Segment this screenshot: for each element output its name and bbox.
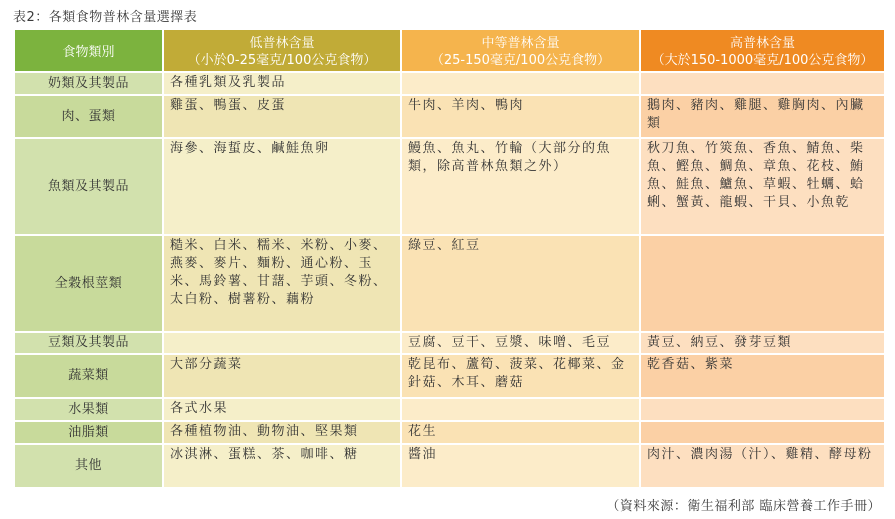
high-cell: 鵝肉、豬肉、雞腿、雞胸肉、內臟類 — [640, 95, 885, 138]
mid-cell: 醬油 — [401, 444, 640, 488]
category-cell: 全穀根莖類 — [14, 235, 163, 332]
high-cell — [640, 72, 885, 95]
high-cell: 秋刀魚、竹筴魚、香魚、鯖魚、柴魚、鰹魚、鯛魚、章魚、花枝、鮪魚、鮭魚、鱸魚、草蝦、牡蠣、蛤蜊、蟹黃、龍蝦、干貝、小魚乾 — [640, 138, 885, 235]
table-row — [14, 354, 885, 398]
source-note: （資料來源：衛生福利部 臨床營養工作手冊） — [606, 499, 881, 514]
low-cell: 糙米、白米、糯米、米粉、小麥、燕麥、麥片、麵粉、通心粉、玉米、馬鈴薯、甘藷、芋頭、冬粉、太白粉、樹薯粉、藕粉 — [163, 235, 401, 332]
high-cell — [640, 421, 885, 444]
table-caption: 表2：各類食物普林含量選擇表 — [13, 10, 198, 25]
header-low — [163, 29, 401, 72]
category-cell: 奶類及其製品 — [14, 72, 163, 95]
table-row — [14, 444, 885, 488]
mid-cell: 牛肉、羊肉、鴨肉 — [401, 95, 640, 138]
category-cell: 蔬菜類 — [14, 354, 163, 398]
table-row — [14, 398, 885, 421]
header-mid — [401, 29, 640, 72]
low-cell: 冰淇淋、蛋糕、茶、咖啡、糖 — [163, 444, 401, 488]
category-cell: 油脂類 — [14, 421, 163, 444]
low-cell: 各種植物油、動物油、堅果類 — [163, 421, 401, 444]
mid-cell: 豆腐、豆干、豆漿、味噌、毛豆 — [401, 332, 640, 354]
table-row — [14, 235, 885, 332]
mid-cell: 綠豆、紅豆 — [401, 235, 640, 332]
category-cell: 其他 — [14, 444, 163, 488]
high-cell: 乾香菇、紫菜 — [640, 354, 885, 398]
low-cell — [163, 332, 401, 354]
header-low-range: （小於0-25毫克/100公克食物） — [187, 53, 377, 68]
table-row — [14, 72, 885, 95]
table-row — [14, 95, 885, 138]
header-mid-range: （25-150毫克/100公克食物） — [430, 53, 611, 68]
high-cell: 黃豆、納豆、發芽豆類 — [640, 332, 885, 354]
mid-cell: 乾昆布、蘆筍、菠菜、花椰菜、金針菇、木耳、蘑菇 — [401, 354, 640, 398]
high-cell — [640, 398, 885, 421]
low-cell: 雞蛋、鴨蛋、皮蛋 — [163, 95, 401, 138]
header-high-title: 高普林含量 — [729, 36, 795, 51]
high-cell: 肉汁、濃肉湯（汁）、雞精、酵母粉 — [640, 444, 885, 488]
category-cell: 魚類及其製品 — [14, 138, 163, 235]
category-cell: 水果類 — [14, 398, 163, 421]
mid-cell: 鰻魚、魚丸、竹輪（大部分的魚類，除高普林魚類之外） — [401, 138, 640, 235]
mid-cell — [401, 398, 640, 421]
table-row — [14, 332, 885, 354]
header-category — [14, 29, 163, 72]
low-cell: 各式水果 — [163, 398, 401, 421]
category-cell: 肉、蛋類 — [14, 95, 163, 138]
table-row — [14, 421, 885, 444]
mid-cell — [401, 72, 640, 95]
high-cell — [640, 235, 885, 332]
low-cell: 各種乳類及乳製品 — [163, 72, 401, 95]
header-high — [640, 29, 885, 72]
header-row — [14, 29, 885, 72]
header-high-range: （大於150-1000毫克/100公克食物） — [651, 53, 874, 68]
low-cell: 海參、海蜇皮、鹹鮭魚卵 — [163, 138, 401, 235]
header-mid-title: 中等普林含量 — [481, 36, 560, 51]
mid-cell: 花生 — [401, 421, 640, 444]
table-row — [14, 138, 885, 235]
category-cell: 豆類及其製品 — [14, 332, 163, 354]
low-cell: 大部分蔬菜 — [163, 354, 401, 398]
header-low-title: 低普林含量 — [249, 36, 315, 51]
purine-table — [13, 28, 886, 489]
header-category-label: 食物類別 — [62, 44, 115, 60]
